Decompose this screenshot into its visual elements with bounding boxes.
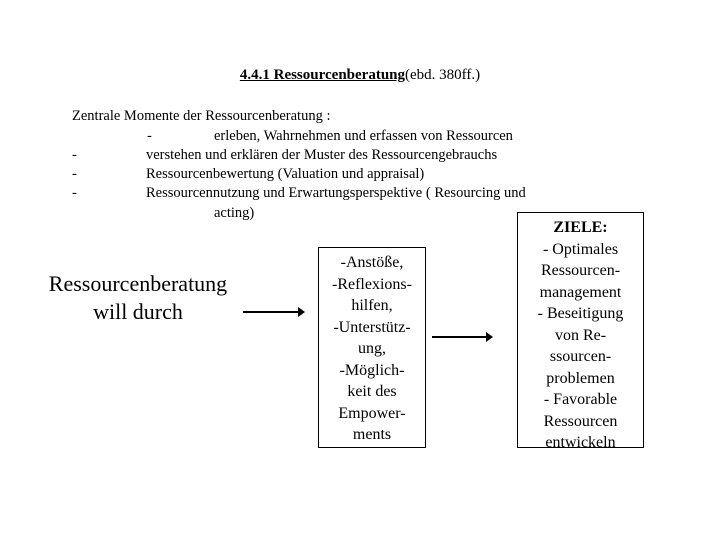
title-main: 4.4.1 Ressourcenberatung [239,67,405,83]
goals-line: ssourcen- [549,348,612,365]
bullet-text: erleben, Wahrnehmen und erfassen von Ressourcen [214,128,513,144]
goals-heading: ZIELE: [553,219,608,236]
means-line: ments [352,426,392,443]
title-reference: (ebd. 380ff.) [405,67,481,83]
means-line: ung, [358,340,386,357]
intro-text: Zentrale Momente der Ressourcenberatung : [72,108,331,124]
means-line: keit des [347,383,397,400]
lead-line: will durch [93,299,183,324]
means-line: -Möglich- [339,361,405,379]
means-box [318,247,426,448]
goals-line: - Optimales [542,240,619,258]
means-line: Empower- [338,404,406,422]
bullet-text: verstehen und erklären der Muster des Ressourcengebrauchs [146,147,498,163]
means-line: hilfen, [351,297,393,314]
bullet-dash: - [72,185,77,201]
arrow-right-icon [243,311,303,313]
means-line: -Reflexions- [332,275,412,293]
bullet-dash: - [72,147,77,163]
bullet-dash: - [147,128,152,144]
bullet-text: Ressourcenbewertung (Valuation und appraisal) [146,166,425,182]
goals-line: - Beseitigung [537,305,624,322]
goals-line: Ressourcen [543,412,618,430]
goals-line: entwickeln [545,434,616,451]
goals-line: von Re- [554,326,607,344]
slide-title [0,67,720,84]
bullet-text-continued: acting) [214,205,255,221]
bullet-dash: - [72,166,77,182]
goals-line: problemen [546,369,615,387]
goals-box [517,212,644,451]
arrow-right-icon [432,336,491,338]
lead-text [20,270,256,326]
means-line: -Anstöße, [340,254,404,271]
goals-line: Ressourcen- [540,262,621,279]
goals-line: management [539,283,622,301]
bullet-text: Ressourcennutzung und Erwartungsperspektive ( Resourcing und [146,185,526,201]
goals-line: - Favorable [543,391,618,408]
lead-line: Ressourcenberatung [48,271,228,296]
means-line: -Unterstütz- [333,318,411,336]
